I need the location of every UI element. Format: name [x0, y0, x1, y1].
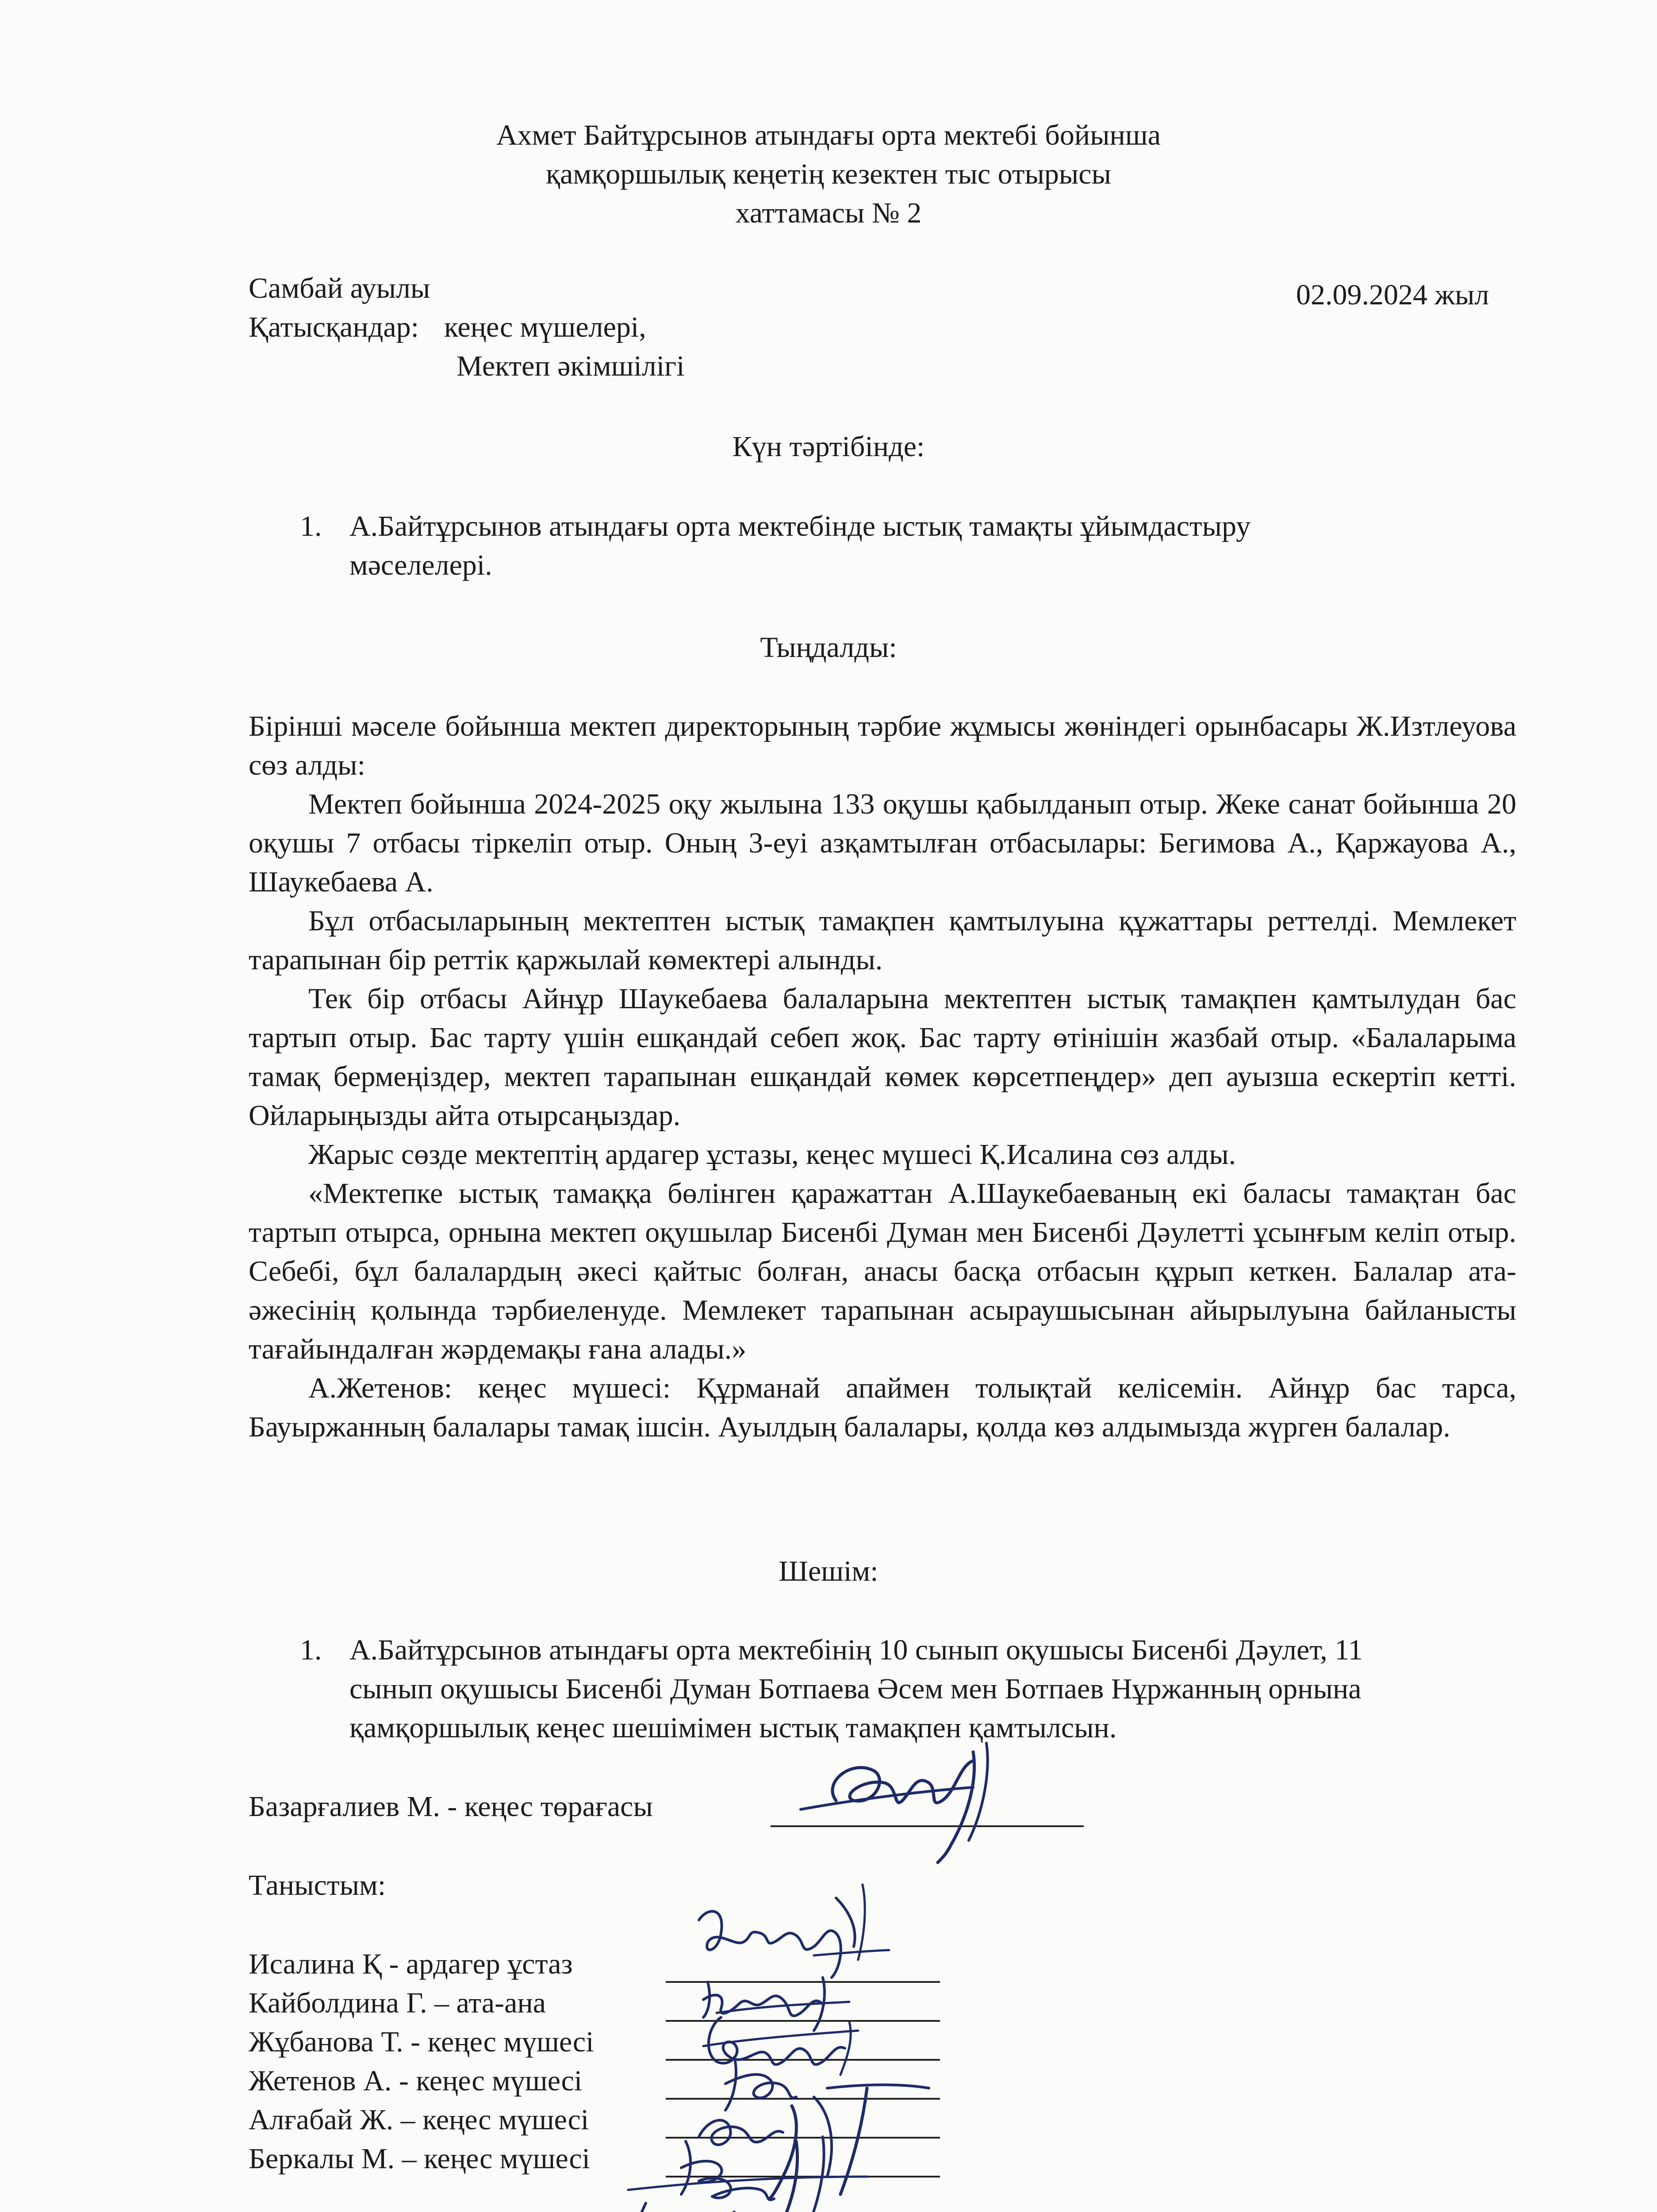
- acquainted-title: Таныстым:: [249, 1869, 386, 1901]
- member-isalina: Исалина Қ - ардагер ұстаз: [249, 1948, 573, 1980]
- member-berkaly: Беркалы М. – кеңес мүшесі: [249, 2143, 591, 2175]
- heard-paragraph-2-text: Мектеп бойынша 2024-2025 оқу жылына 133 оқушы қабылданып отыр. Жеке санат бойынша 20 оқушы 7 отбасы тіркеліп отыр. Оның 3-еуі азқамтылған отбасылары: Бегимова А., Қаржауова А., Шаукебаева А.: [249, 788, 1516, 898]
- place-name: Самбай ауылы: [249, 272, 430, 304]
- decision-item-number: 1.: [300, 1634, 322, 1666]
- heard-paragraph-3-text: Бұл отбасыларының мектептен ыстық тамақпен қамтылуына құжаттары реттелді. Мемлекет тарапынан бір реттік қаржылай көмектері алынды.: [249, 905, 1516, 976]
- member-zhubanova: Жұбанова Т. - кеңес мүшесі: [249, 2026, 594, 2058]
- berkaly-signature: [619, 2124, 894, 2212]
- heard-paragraph-7: [249, 1369, 1516, 1447]
- participants-line-2: Мектеп әкімшілігі: [456, 350, 685, 382]
- member-zhetenov: Жетенов А. - кеңес мүшесі: [249, 2065, 583, 2097]
- chair-label: Базарғалиев М. - кеңес төрағасы: [249, 1790, 653, 1823]
- decision-title: Шешім:: [779, 1555, 878, 1587]
- heard-title: Тыңдалды:: [760, 631, 897, 664]
- decision-item-line-3: қамқоршылық кеңес шешімімен ыстық тамақпен қамтылсын.: [349, 1712, 1117, 1744]
- participants-label: Қатысқандар:: [249, 311, 419, 343]
- member-algabai: Алғабай Ж. – кеңес мүшесі: [249, 2104, 589, 2136]
- member-kaiboldina: Кайболдина Г. – ата-ана: [249, 1987, 546, 2019]
- heard-paragraph-1: [249, 707, 1516, 785]
- heard-paragraph-4: [249, 979, 1516, 1135]
- decision-item-line-1: А.Байтұрсынов атындағы орта мектебінің 10 сынып оқушысы Бисенбі Дәулет, 11: [349, 1634, 1363, 1666]
- agenda-item-number: 1.: [300, 510, 322, 542]
- heard-paragraph-2: [249, 785, 1516, 902]
- decision-item-line-2: сынып оқушысы Бисенбі Думан Ботпаева Әсем мен Ботпаев Нұржанның орнына: [349, 1673, 1362, 1705]
- participants-line-1: кеңес мүшелері,: [444, 311, 646, 343]
- heard-paragraph-6: [249, 1174, 1516, 1369]
- chair-signature: [783, 1734, 1031, 1867]
- heard-paragraph-5-text: Жарыс сөзде мектептің ардагер ұстазы, кеңес мүшесі Қ.Исалина сөз алды.: [308, 1138, 1236, 1171]
- heard-paragraph-4-text: Тек бір отбасы Айнұр Шаукебаева балаларына мектептен ыстық тамақпен қамтылудан бас тартып отыр. Бас тарту үшін ешқандай себеп жоқ. Бас тарту өтінішін жазбай отыр. «Балаларыма тамақ бермеңіздер, мектеп тарапынан ешқандай көмек көрсетпеңдер» деп ауызша ескертіп кетті. Ойларыңызды айта отырсаңыздар.: [249, 983, 1516, 1132]
- document-date: 02.09.2024 жыл: [1296, 279, 1489, 311]
- heard-paragraph-6-text: «Мектепке ыстық тамаққа бөлінген қаражаттан А.Шаукебаеваның екі баласы тамақтан бас тартып отырса, орнына мектеп оқушылар Бисенбі Думан мен Бисенбі Дәулетті ұсынғым келіп отыр. Себебі, бұл балалардың әкесі қайтыс болған, анасы басқа отбасын құрып кеткен. Балалар ата-әжесінің қолында тәрбиеленуде. Мемлекет тарапынан асыраушысынан айырылуына байланысты тағайындалған жәрдемақы ғана алады.»: [249, 1177, 1516, 1365]
- header-line-3: хаттамасы № 2: [735, 197, 922, 229]
- heard-paragraph-3: [249, 902, 1516, 979]
- header-line-2: қамқоршылық кеңетің кезектен тыс отырысы: [546, 158, 1111, 190]
- header-line-1: Ахмет Байтұрсынов атындағы орта мектебі бойынша: [496, 119, 1161, 151]
- agenda-title: Күн тәртібінде:: [732, 430, 925, 463]
- agenda-item-line-2: мәселелері.: [349, 549, 492, 581]
- heard-paragraph-7-text: А.Жетенов: кеңес мүшесі: Құрманай апаймен толықтай келісемін. Айнұр бас тарса, Бауыржанның балалары тамақ ішсін. Ауылдың балалары, қолда көз алдымызда жүрген балалар.: [249, 1372, 1516, 1443]
- heard-paragraph-1-text: Бірінші мәселе бойынша мектеп директорының тәрбие жұмысы жөніндегі орынбасары Ж.Изтлеуова сөз алды:: [249, 710, 1516, 781]
- heard-paragraph-5: [249, 1135, 1516, 1174]
- agenda-item-line-1: А.Байтұрсынов атындағы орта мектебінде ыстық тамақты ұйымдастыру: [349, 510, 1251, 542]
